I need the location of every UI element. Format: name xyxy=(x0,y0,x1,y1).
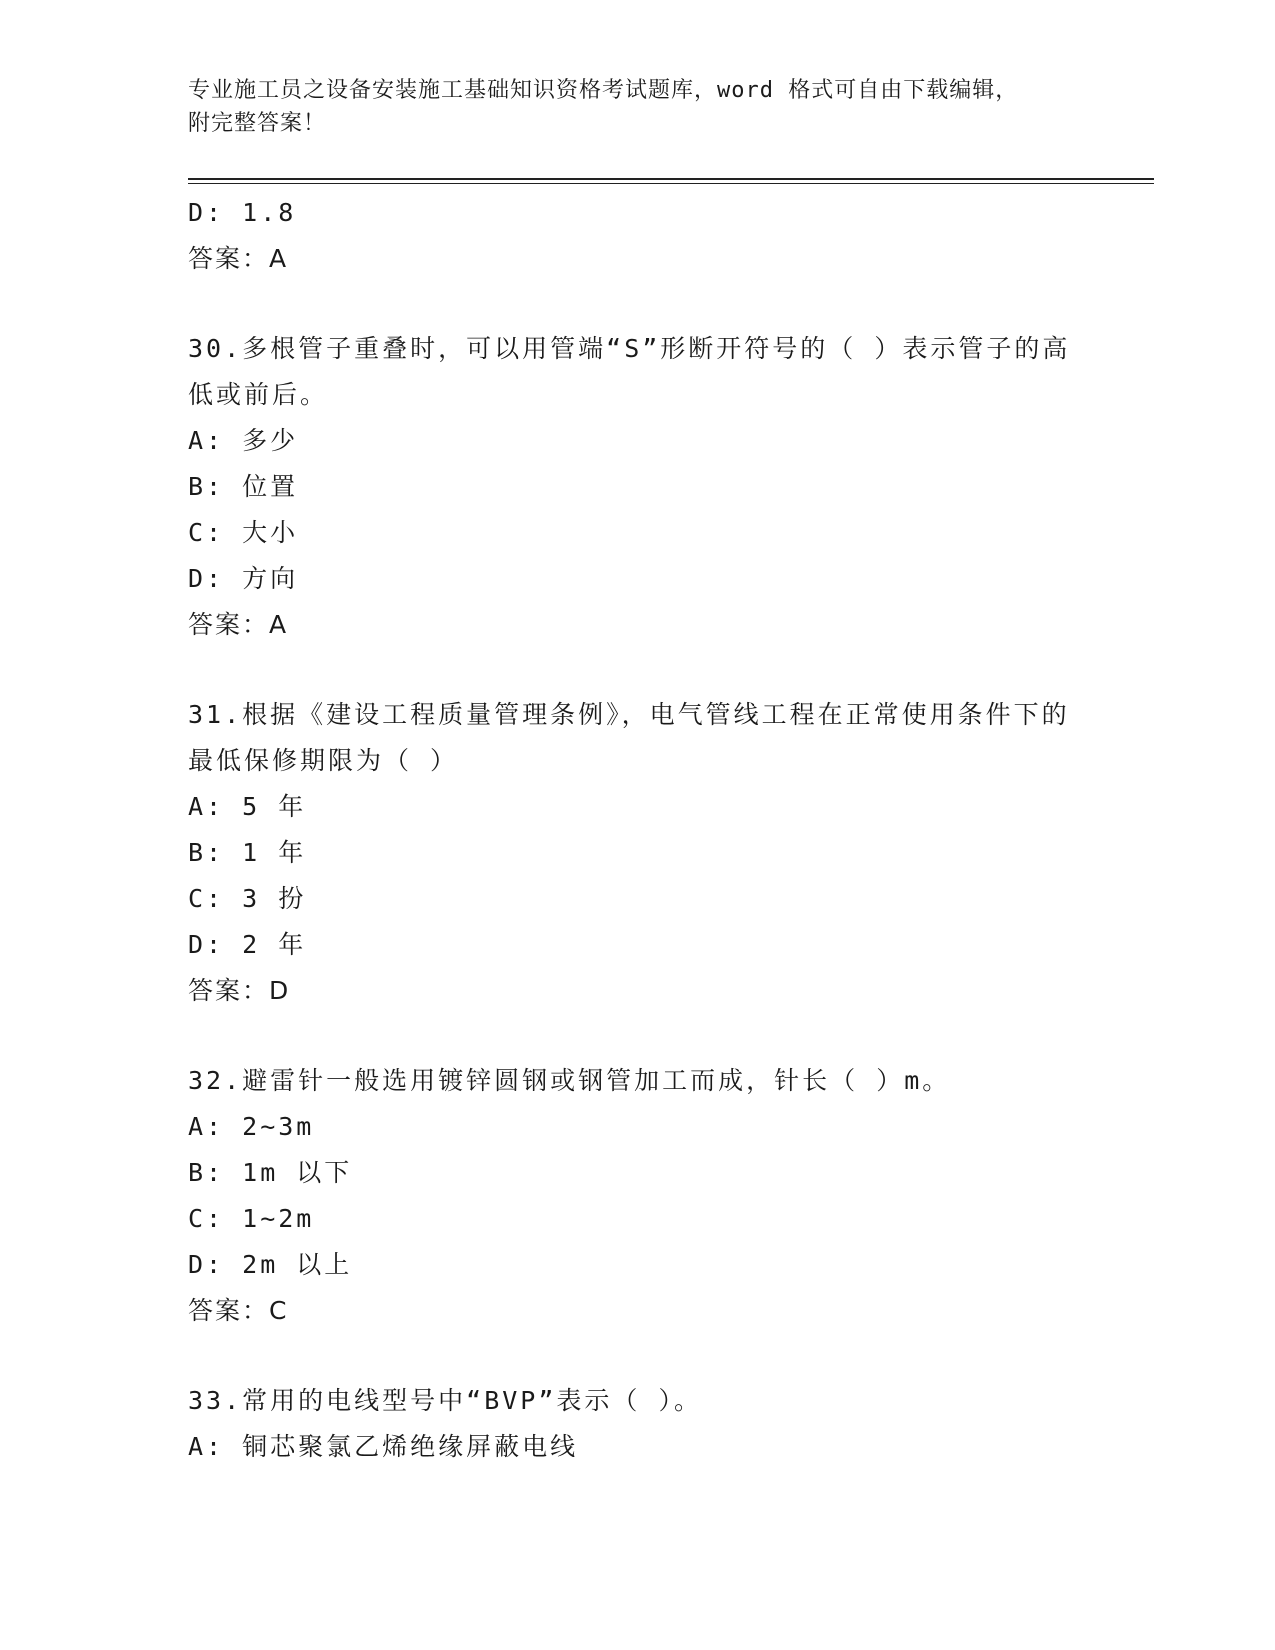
question-stem: 32.避雷针一般选用镀锌圆钢或钢管加工而成，针长（ ）m。 xyxy=(188,1066,951,1095)
option-d: D: 1.8 xyxy=(188,198,297,227)
option-b: B: 1m 以下 xyxy=(188,1158,353,1187)
option-c: C: 3 扮 xyxy=(188,884,307,913)
option-c: C: 大小 xyxy=(188,518,299,547)
spacer xyxy=(188,1014,1088,1058)
question-33 xyxy=(188,1378,1088,1470)
question-stem: 33.常用的电线型号中“BVP”表示（ ）。 xyxy=(188,1386,702,1415)
answer-label: 答案：C xyxy=(188,1296,289,1325)
option-a: A: 多少 xyxy=(188,426,299,455)
spacer xyxy=(188,1334,1088,1378)
question-fragment-29 xyxy=(188,190,1088,282)
option-d: D: 方向 xyxy=(188,564,299,593)
header-line-2: 附完整答案！ xyxy=(188,111,327,136)
document-header xyxy=(188,74,1068,140)
question-stem: 30.多根管子重叠时，可以用管端“S”形断开符号的（ ）表示管子的高低或前后。 xyxy=(188,334,1071,409)
spacer xyxy=(188,282,1088,326)
answer-label: 答案：D xyxy=(188,976,291,1005)
option-a: A: 铜芯聚氯乙烯绝缘屏蔽电线 xyxy=(188,1432,579,1461)
answer-label: 答案：A xyxy=(188,610,289,639)
option-a: A: 5 年 xyxy=(188,792,307,821)
header-divider-thin xyxy=(188,183,1154,184)
option-b: B: 位置 xyxy=(188,472,299,501)
option-b: B: 1 年 xyxy=(188,838,307,867)
answer-label: 答案：A xyxy=(188,244,289,273)
question-30 xyxy=(188,326,1088,648)
question-stem: 31.根据《建设工程质量管理条例》，电气管线工程在正常使用条件下的最低保修期限为（ ） xyxy=(188,700,1070,775)
option-d: D: 2m 以上 xyxy=(188,1250,353,1279)
option-c: C: 1~2m xyxy=(188,1204,315,1233)
question-31 xyxy=(188,692,1088,1014)
spacer xyxy=(188,648,1088,692)
header-divider-thick xyxy=(188,178,1154,180)
option-d: D: 2 年 xyxy=(188,930,307,959)
question-32 xyxy=(188,1058,1088,1334)
header-line-1: 专业施工员之设备安装施工基础知识资格考试题库，word 格式可自由下载编辑， xyxy=(188,78,1019,103)
question-list xyxy=(188,190,1088,1470)
option-a: A: 2~3m xyxy=(188,1112,315,1141)
